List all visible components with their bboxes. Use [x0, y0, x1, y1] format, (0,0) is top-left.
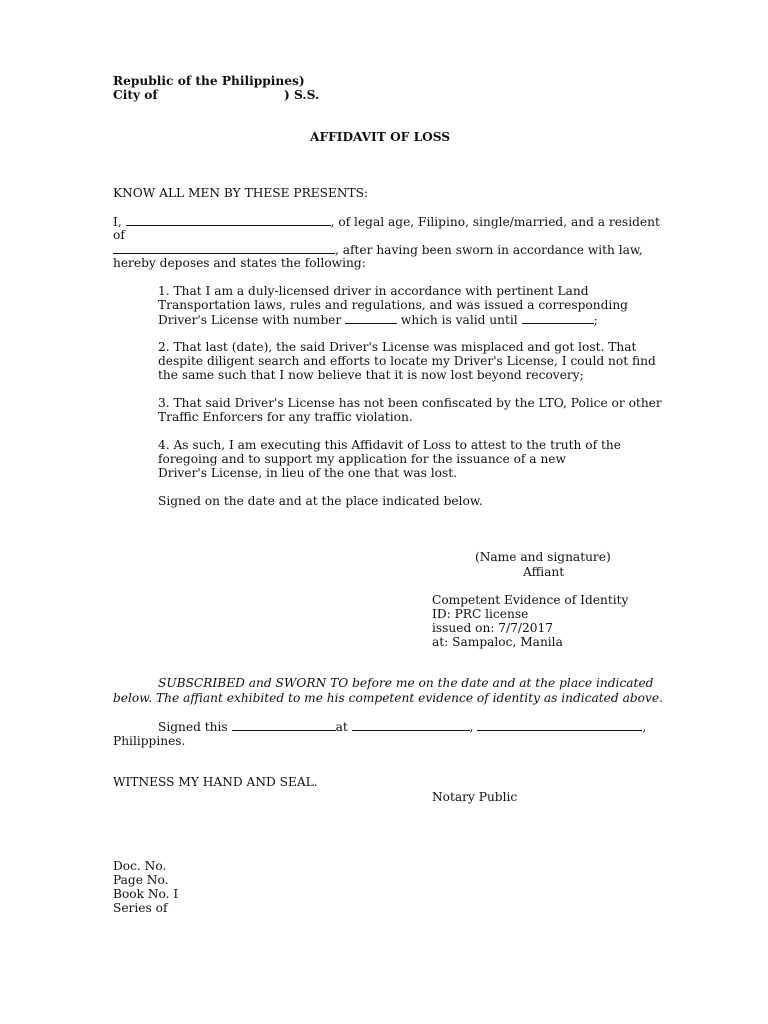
evidence-title: Competent Evidence of Identity: [432, 593, 629, 607]
p2-line-1: 2. That last (date), the said Driver's License was misplaced and got lost. That: [158, 340, 637, 354]
signed-this-comma-1: ,: [469, 720, 474, 734]
p3-line-1: 3. That said Driver's License has not been confiscated by the LTO, Police or other: [158, 396, 662, 410]
opening-line-1: [113, 214, 660, 229]
evidence-id: ID: PRC license: [432, 607, 529, 621]
signed-this-country: Philippines.: [113, 734, 186, 748]
jurat-line-2: below. The affiant exhibited to me his competent evidence of identity as indicated above.: [113, 691, 663, 705]
affiant-name-signature: (Name and signature): [475, 550, 611, 564]
p2-line-2: despite diligent search and efforts to locate my Driver's License, I could not find: [158, 354, 656, 368]
signed-this-comma-2: ,: [642, 720, 647, 734]
header-city-prefix: City of: [113, 88, 158, 102]
name-blank: [126, 214, 331, 226]
valid-until-blank: [522, 312, 594, 324]
p1-line-3-a: Driver's License with number: [158, 313, 342, 327]
jurat-line-1: SUBSCRIBED and SWORN TO before me on the date and at the place indicated: [158, 676, 654, 690]
p3-line-2: Traffic Enforcers for any traffic violation.: [158, 410, 413, 424]
license-number-blank: [345, 312, 397, 324]
p1-line-1: 1. That I am a duly-licensed driver in accordance with pertinent Land: [158, 284, 589, 298]
opening-line-1-text: , of legal age, Filipino, single/married, and a resident: [330, 215, 660, 229]
residence-blank: [113, 242, 335, 254]
opening-line-2: of: [113, 228, 125, 242]
header-republic: Republic of the Philippines): [113, 74, 305, 88]
p4-line-2: foregoing and to support my application for the issuance of a new: [158, 452, 566, 466]
signed-note: Signed on the date and at the place indicated below.: [158, 494, 483, 508]
affiant-label: Affiant: [523, 565, 565, 579]
day-blank: [232, 719, 336, 731]
p1-line-3: [158, 312, 598, 327]
record-book-no: Book No. I: [113, 887, 179, 901]
intro-text: KNOW ALL MEN BY THESE PRESENTS:: [113, 186, 369, 200]
witness-text: WITNESS MY HAND AND SEAL.: [113, 775, 318, 789]
p4-line-1: 4. As such, I am executing this Affidavit of Loss to attest to the truth of the: [158, 438, 621, 452]
evidence-issued: issued on: 7/7/2017: [432, 621, 554, 635]
city-blank: [477, 719, 642, 731]
p2-line-3: the same such that I now believe that it is now lost beyond recovery;: [158, 368, 584, 382]
evidence-at: at: Sampaloc, Manila: [432, 635, 563, 649]
signed-this-prefix: Signed this: [158, 720, 228, 734]
header-ss: ) S.S.: [284, 88, 320, 102]
record-series: Series of: [113, 901, 168, 915]
record-page-no: Page No.: [113, 873, 169, 887]
document-title: AFFIDAVIT OF LOSS: [310, 130, 451, 144]
record-doc-no: Doc. No.: [113, 859, 167, 873]
opening-line-3: [113, 242, 643, 257]
header-city-line: [113, 88, 158, 102]
p1-line-2: Transportation laws, rules and regulations, and was issued a corresponding: [158, 298, 628, 312]
p1-line-3-b: which is valid until: [400, 313, 518, 327]
notary-public-label: Notary Public: [432, 790, 518, 804]
p1-line-3-c: ;: [593, 313, 598, 327]
opening-line-3-text: , after having been sworn in accordance with law,: [335, 243, 643, 257]
opening-line-4: hereby deposes and states the following:: [113, 256, 366, 270]
signed-this-line: [158, 719, 646, 734]
p4-line-3: Driver's License, in lieu of the one that was lost.: [158, 466, 458, 480]
place-blank: [352, 719, 470, 731]
signed-this-at: at: [335, 720, 348, 734]
opening-i: I,: [113, 215, 122, 229]
